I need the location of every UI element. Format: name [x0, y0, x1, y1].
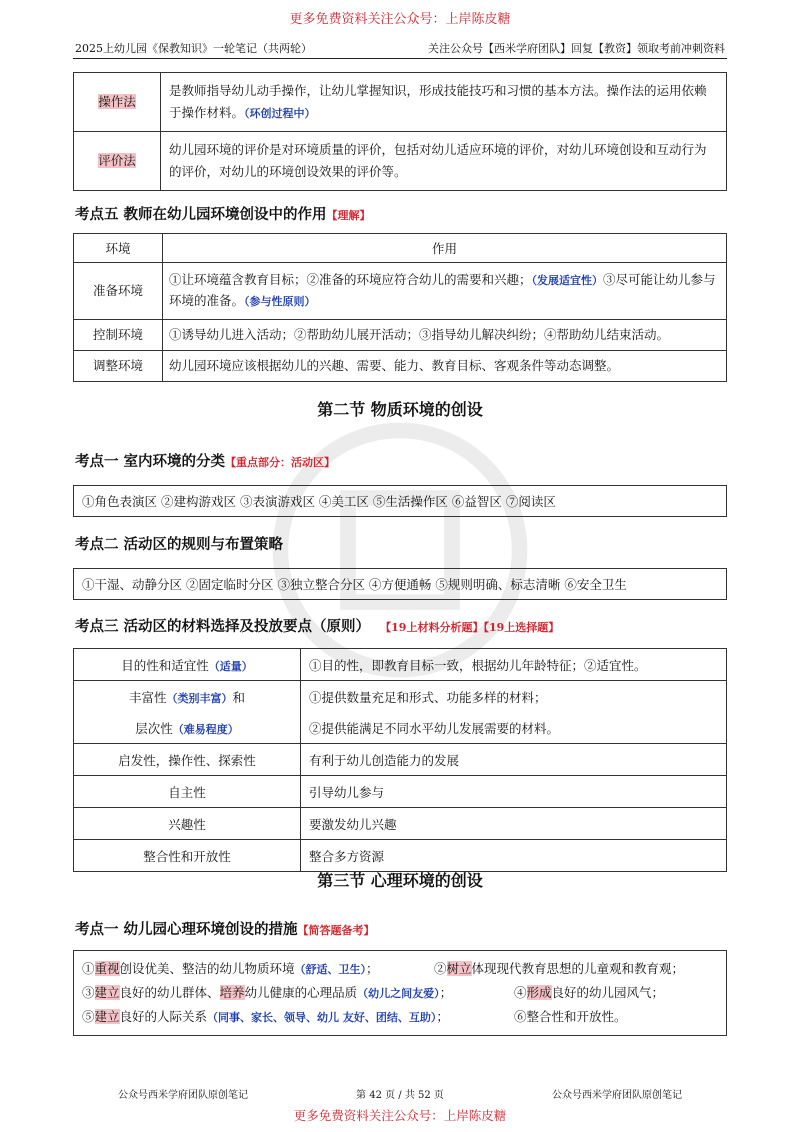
- row-key: 控制环境: [74, 320, 163, 351]
- principle-desc: 有利于幼儿创造能力的发展: [301, 744, 727, 776]
- principle-desc: ②提供能满足不同水平幼儿发展需要的材料。: [301, 712, 727, 744]
- principle: 整合性和开放性: [74, 840, 301, 872]
- kp5-tag: 【理解】: [326, 209, 371, 222]
- principle-desc: 要激发幼儿兴趣: [301, 808, 727, 840]
- kp3-heading: 考点三 活动区的材料选择及投放要点（原则） 【19上材料分析题】【19上选择题】: [75, 618, 560, 635]
- table-header-row: [74, 234, 727, 263]
- measures-box: [73, 950, 727, 1036]
- table-row: [74, 744, 727, 776]
- principle-join: 和: [232, 689, 246, 705]
- header-promo: 更多免费资料关注公众号：上岸陈皮糖: [289, 12, 511, 27]
- principle: 丰富性: [128, 689, 167, 705]
- measure-4: ④形成良好的幼儿园风气；: [514, 985, 665, 1000]
- table-row: [74, 681, 727, 713]
- row-tag: （参与性原则）: [244, 295, 316, 308]
- principle-tag: （类别丰富）: [166, 691, 233, 705]
- material-table: [73, 648, 727, 872]
- section-title: 第二节 物质环境的创设: [317, 400, 483, 419]
- kp31-tag: 【简答题备考】: [297, 924, 375, 937]
- measure-2: ②树立体现现代教育思想的儿童观和教育观；: [434, 961, 685, 976]
- section-title: 第三节 心理环境的创设: [317, 871, 483, 890]
- principle-desc: 引导幼儿参与: [301, 776, 727, 808]
- table-row: [74, 649, 727, 681]
- principle-tag: （适量）: [208, 659, 253, 673]
- footer-left: 公众号西米学府团队原创笔记: [118, 1090, 248, 1101]
- row-key: 准备环境: [74, 263, 163, 320]
- method-key: 评价法: [98, 153, 136, 168]
- page-number: 第 42 页 / 共 52 页: [356, 1090, 444, 1101]
- header-rule: [73, 58, 727, 59]
- row-key: 调整环境: [74, 351, 163, 382]
- method-tag: （环创过程中）: [244, 106, 316, 120]
- kp31-heading: 考点一 幼儿园心理环境创设的措施【简答题备考】: [75, 921, 375, 938]
- table-row: [74, 840, 727, 872]
- row-text: ③尽可能让幼儿参与环境的准备。: [169, 272, 716, 308]
- principle: 自主性: [74, 776, 301, 808]
- footer-right: 公众号西米学府团队原创笔记: [552, 1090, 682, 1101]
- measure-5: ⑤建立良好的人际关系（同事、家长、领导、幼儿 友好、团结、互助）；: [82, 1009, 449, 1024]
- col-header: 环境: [74, 234, 163, 263]
- header-left: 2025上幼儿园《保教知识》一轮笔记（共两轮）: [75, 42, 312, 55]
- measure-3: ③建立良好的幼儿群体、培养幼儿健康的心理品质（幼儿之间友爱）；: [82, 985, 453, 1000]
- kp1-heading: 考点一 室内环境的分类【重点部分：活动区】: [75, 453, 336, 470]
- measure-6: ⑥整合性和开放性。: [514, 1009, 627, 1024]
- table-row: [74, 263, 727, 320]
- kp2-box: ①干湿、动静分区 ②固定临时分区 ③独立整合分区 ④方便通畅 ⑤规则明确、标志清晰 ⑥安全卫生: [73, 568, 727, 600]
- principle-tag: （难易程度）: [172, 722, 239, 736]
- footer-promo: 更多免费资料关注公众号：上岸陈皮糖: [293, 1108, 507, 1123]
- principle: 目的性和适宜性: [121, 657, 209, 673]
- principle-desc: ①目的性，即教育目标一致，根据幼儿年龄特征；②适宜性。: [301, 649, 727, 681]
- kp5-heading: 考点五 教师在幼儿园环境创设中的作用【理解】: [75, 206, 371, 223]
- kp3-tag: 【19上材料分析题】【19上选择题】: [380, 621, 560, 634]
- header-right: 关注公众号【西米学府团队】回复【教资】领取考前冲刺资料: [428, 42, 725, 55]
- table-row: [74, 776, 727, 808]
- teacher-role-table: [73, 233, 727, 382]
- kp1-tag: 【重点部分：活动区】: [225, 456, 336, 469]
- col-header: 作用: [163, 234, 727, 263]
- table-row: [74, 320, 727, 351]
- row-tag: （发展适宜性）: [531, 274, 604, 287]
- principle: 兴趣性: [74, 808, 301, 840]
- principle: 层次性: [135, 720, 173, 736]
- method-key: 操作法: [98, 94, 136, 109]
- table-row: [74, 351, 727, 382]
- table-row: [74, 712, 727, 744]
- principle-desc: 整合多方资源: [301, 840, 727, 872]
- kp1-box: ①角色表演区 ②建构游戏区 ③表演游戏区 ④美工区 ⑤生活操作区 ⑥益智区 ⑦阅读区: [73, 485, 727, 517]
- method-text: 是教师指导幼儿动手操作，让幼儿掌握知识，形成技能技巧和习惯的基本方法。操作法的运用依赖于操作材料。: [169, 82, 707, 120]
- principle: 启发性，操作性、探索性: [74, 744, 301, 776]
- table-row: [74, 73, 727, 132]
- table-row: [74, 808, 727, 840]
- method-text: 幼儿园环境的评价是对环境质量的评价，包括对幼儿适应环境的评价，对幼儿环境创设和互动行为的评价，对幼儿的环境创设效果的评价等。: [169, 142, 707, 179]
- row-text: ①诱导幼儿进入活动；②帮助幼儿展开活动；③指导幼儿解决纠纷；④帮助幼儿结束活动。: [163, 320, 727, 351]
- kp2-heading: 考点二 活动区的规则与布置策略: [75, 536, 284, 553]
- row-text: 幼儿园环境应该根据幼儿的兴趣、需要、能力、教育目标、客观条件等动态调整。: [163, 351, 727, 382]
- method-table: [73, 72, 727, 191]
- measure-1: ①重视创设优美、整洁的幼儿物质环境（舒适、卫生）；: [82, 961, 379, 976]
- table-row: [74, 132, 727, 191]
- principle-desc: ①提供数量充足和形式、功能多样的材料；: [301, 681, 727, 713]
- row-text: ①让环境蕴含教育目标；②准备的环境应符合幼儿的需要和兴趣；: [169, 272, 532, 287]
